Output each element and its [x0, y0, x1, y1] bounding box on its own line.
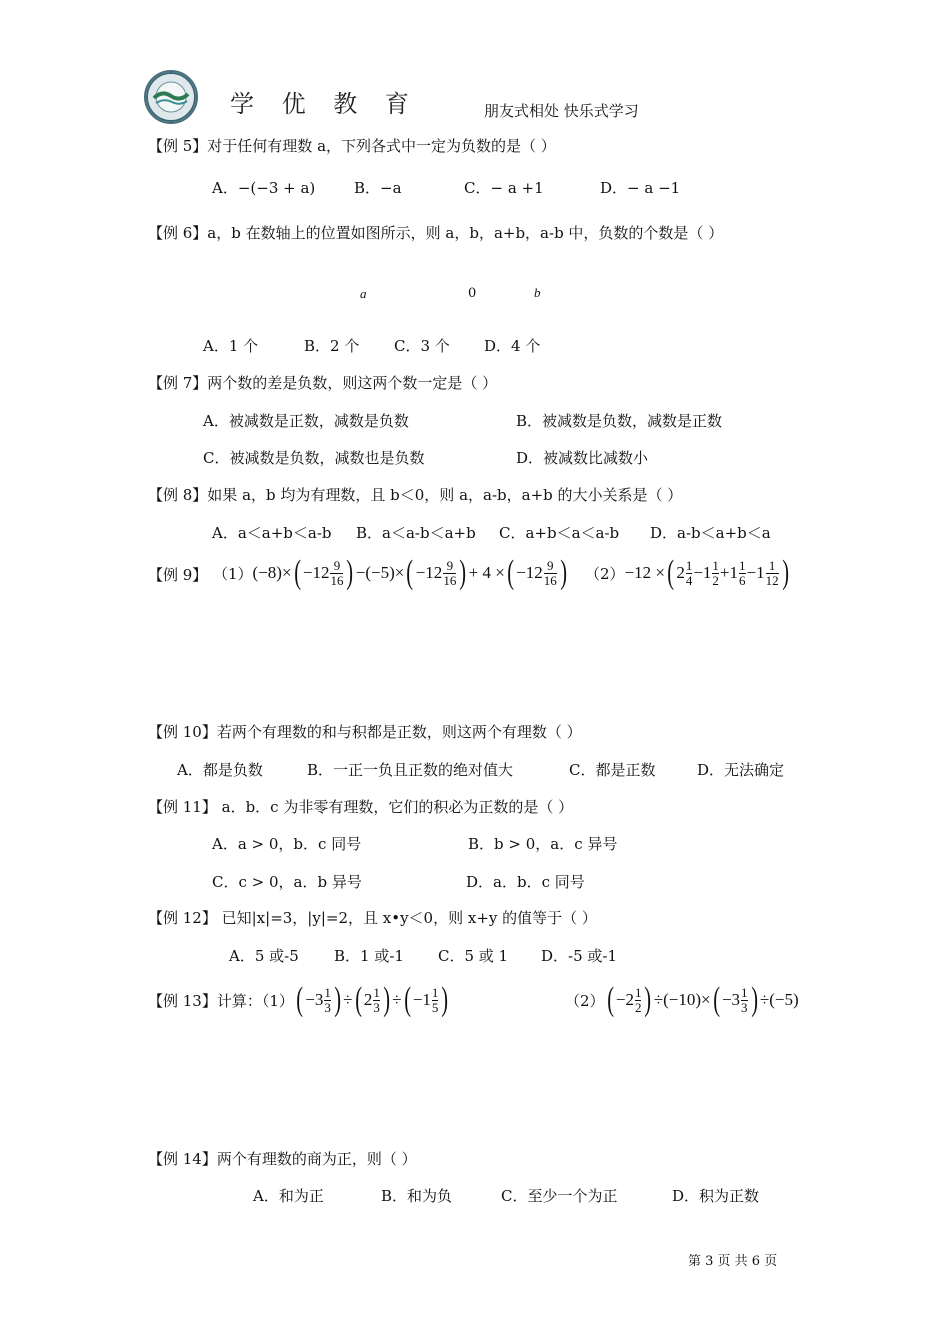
ex5-option-d: D．− a −1	[600, 179, 681, 197]
brand-name: 学 优 教 育	[230, 90, 419, 118]
ex12-option-c: C．5 或 1	[438, 947, 509, 965]
ex14-option-b: B．和为负	[381, 1187, 453, 1205]
ex11-option-b: B．b > 0，a．c 异号	[468, 835, 618, 853]
ex8-option-a: A．a＜a+b＜a-b	[212, 524, 332, 542]
ex6-option-b: B．2 个	[304, 337, 360, 355]
ex13-expression-2: （2） ( −2 $\frac{1}{2}$ ) ÷(−10)× ( −3 $\frac{1}{3}$ ) ÷(−5)	[565, 981, 799, 1018]
ex12-option-d: D．-5 或-1	[541, 947, 618, 965]
ex13-label: 【例 13】计算：（1）	[148, 991, 294, 1010]
number-line-label-a: a	[360, 286, 367, 301]
ex7-option-b: B．被减数是负数，减数是正数	[516, 412, 723, 430]
ex7-option-c: C．被减数是负数，减数也是负数	[203, 449, 425, 467]
ex9-part2-label: （2）	[585, 564, 625, 583]
ex10-option-b: B．一正一负且正数的绝对值大	[307, 761, 514, 779]
ex11-option-d: D．a．b．c 同号	[466, 873, 585, 891]
ex8-option-b: B．a＜a-b＜a+b	[356, 524, 476, 542]
ex7-option-a: A．被减数是正数，减数是负数	[203, 412, 409, 430]
ex6-option-a: A．1 个	[203, 337, 259, 355]
ex8-stem: 【例 8】如果 a，b 均为有理数，且 b＜0，则 a，a-b，a+b 的大小关系是（ ）	[148, 486, 683, 504]
ex8-option-d: D．a-b＜a+b＜a	[650, 524, 771, 542]
logo-emblem-icon	[146, 72, 196, 122]
number-line-label-b: b	[534, 285, 541, 300]
ex14-option-d: D．积为正数	[672, 1187, 760, 1205]
ex10-option-a: A．都是负数	[177, 761, 263, 779]
ex12-stem: 【例 12】 已知|x|=3，|y|=2，且 x•y＜0，则 x+y 的值等于（ ）	[148, 909, 597, 927]
ex5-stem: 【例 5】对于任何有理数 a，下列各式中一定为负数的是（ ）	[148, 137, 556, 155]
ex6-option-c: C．3 个	[394, 337, 450, 355]
ex5-option-c: C．− a +1	[464, 179, 544, 197]
ex14-option-a: A．和为正	[253, 1187, 324, 1205]
ex14-option-c: C．至少一个为正	[501, 1187, 618, 1205]
ex11-option-a: A．a > 0，b．c 同号	[212, 835, 362, 853]
ex7-stem: 【例 7】两个数的差是负数，则这两个数一定是（ ）	[148, 374, 498, 392]
ex11-stem: 【例 11】 a．b．c 为非零有理数，它们的积必为正数的是（ ）	[148, 798, 574, 816]
number-line-label-zero: 0	[468, 286, 477, 301]
ex10-option-c: C．都是正数	[569, 761, 656, 779]
ex5-option-b: B．−a	[354, 179, 402, 197]
ex6-option-d: D．4 个	[484, 337, 541, 355]
ex14-stem: 【例 14】两个有理数的商为正，则（ ）	[148, 1150, 417, 1168]
ex10-stem: 【例 10】若两个有理数的和与积都是正数，则这两个有理数（ ）	[148, 723, 582, 741]
page-number: 第 3 页 共 6 页	[688, 1254, 778, 1269]
ex8-option-c: C．a+b＜a＜a-b	[499, 524, 620, 542]
school-logo	[144, 70, 198, 124]
ex9-label: 【例 9】	[148, 566, 208, 584]
ex12-option-a: A．5 或-5	[229, 947, 299, 965]
ex5-option-a: A．−(−3 + a)	[212, 179, 316, 197]
ex10-option-d: D．无法确定	[697, 761, 785, 779]
ex7-option-d: D．被减数比减数小	[516, 449, 649, 467]
ex12-option-b: B．1 或-1	[334, 947, 404, 965]
ex9-expression-1: （1） (−8)× ( −12 $\frac{9}{16}$ ) −(−5)× ( −12 $\frac{9}{16}$ ) + 4 × ( −12 $\frac{9}{16}$ )	[213, 554, 567, 591]
ex11-option-c: C．c > 0，a．b 异号	[212, 873, 362, 891]
ex13-part2-label: （2）	[565, 991, 605, 1010]
ex6-stem: 【例 6】a，b 在数轴上的位置如图所示，则 a，b，a+b，a-b 中，负数的个数是（ ）	[148, 224, 724, 242]
ex9-part1-label: （1）	[213, 564, 253, 583]
ex9-expression-2: （2） −12 × ( 2 $\frac{1}{4}$ −1 $\frac{1}{2}$ +1 $\frac{1}{6}$ −1 $\frac{1}{12}$ )	[585, 554, 789, 591]
slogan: 朋友式相处 快乐式学习	[484, 102, 639, 120]
ex13-expression-1: 【例 13】计算：（1） ( −3 $\frac{1}{3}$ ) ÷ ( 2 $\frac{1}{3}$ ) ÷ ( −1 $\frac{1}{5}$ )	[148, 981, 449, 1018]
